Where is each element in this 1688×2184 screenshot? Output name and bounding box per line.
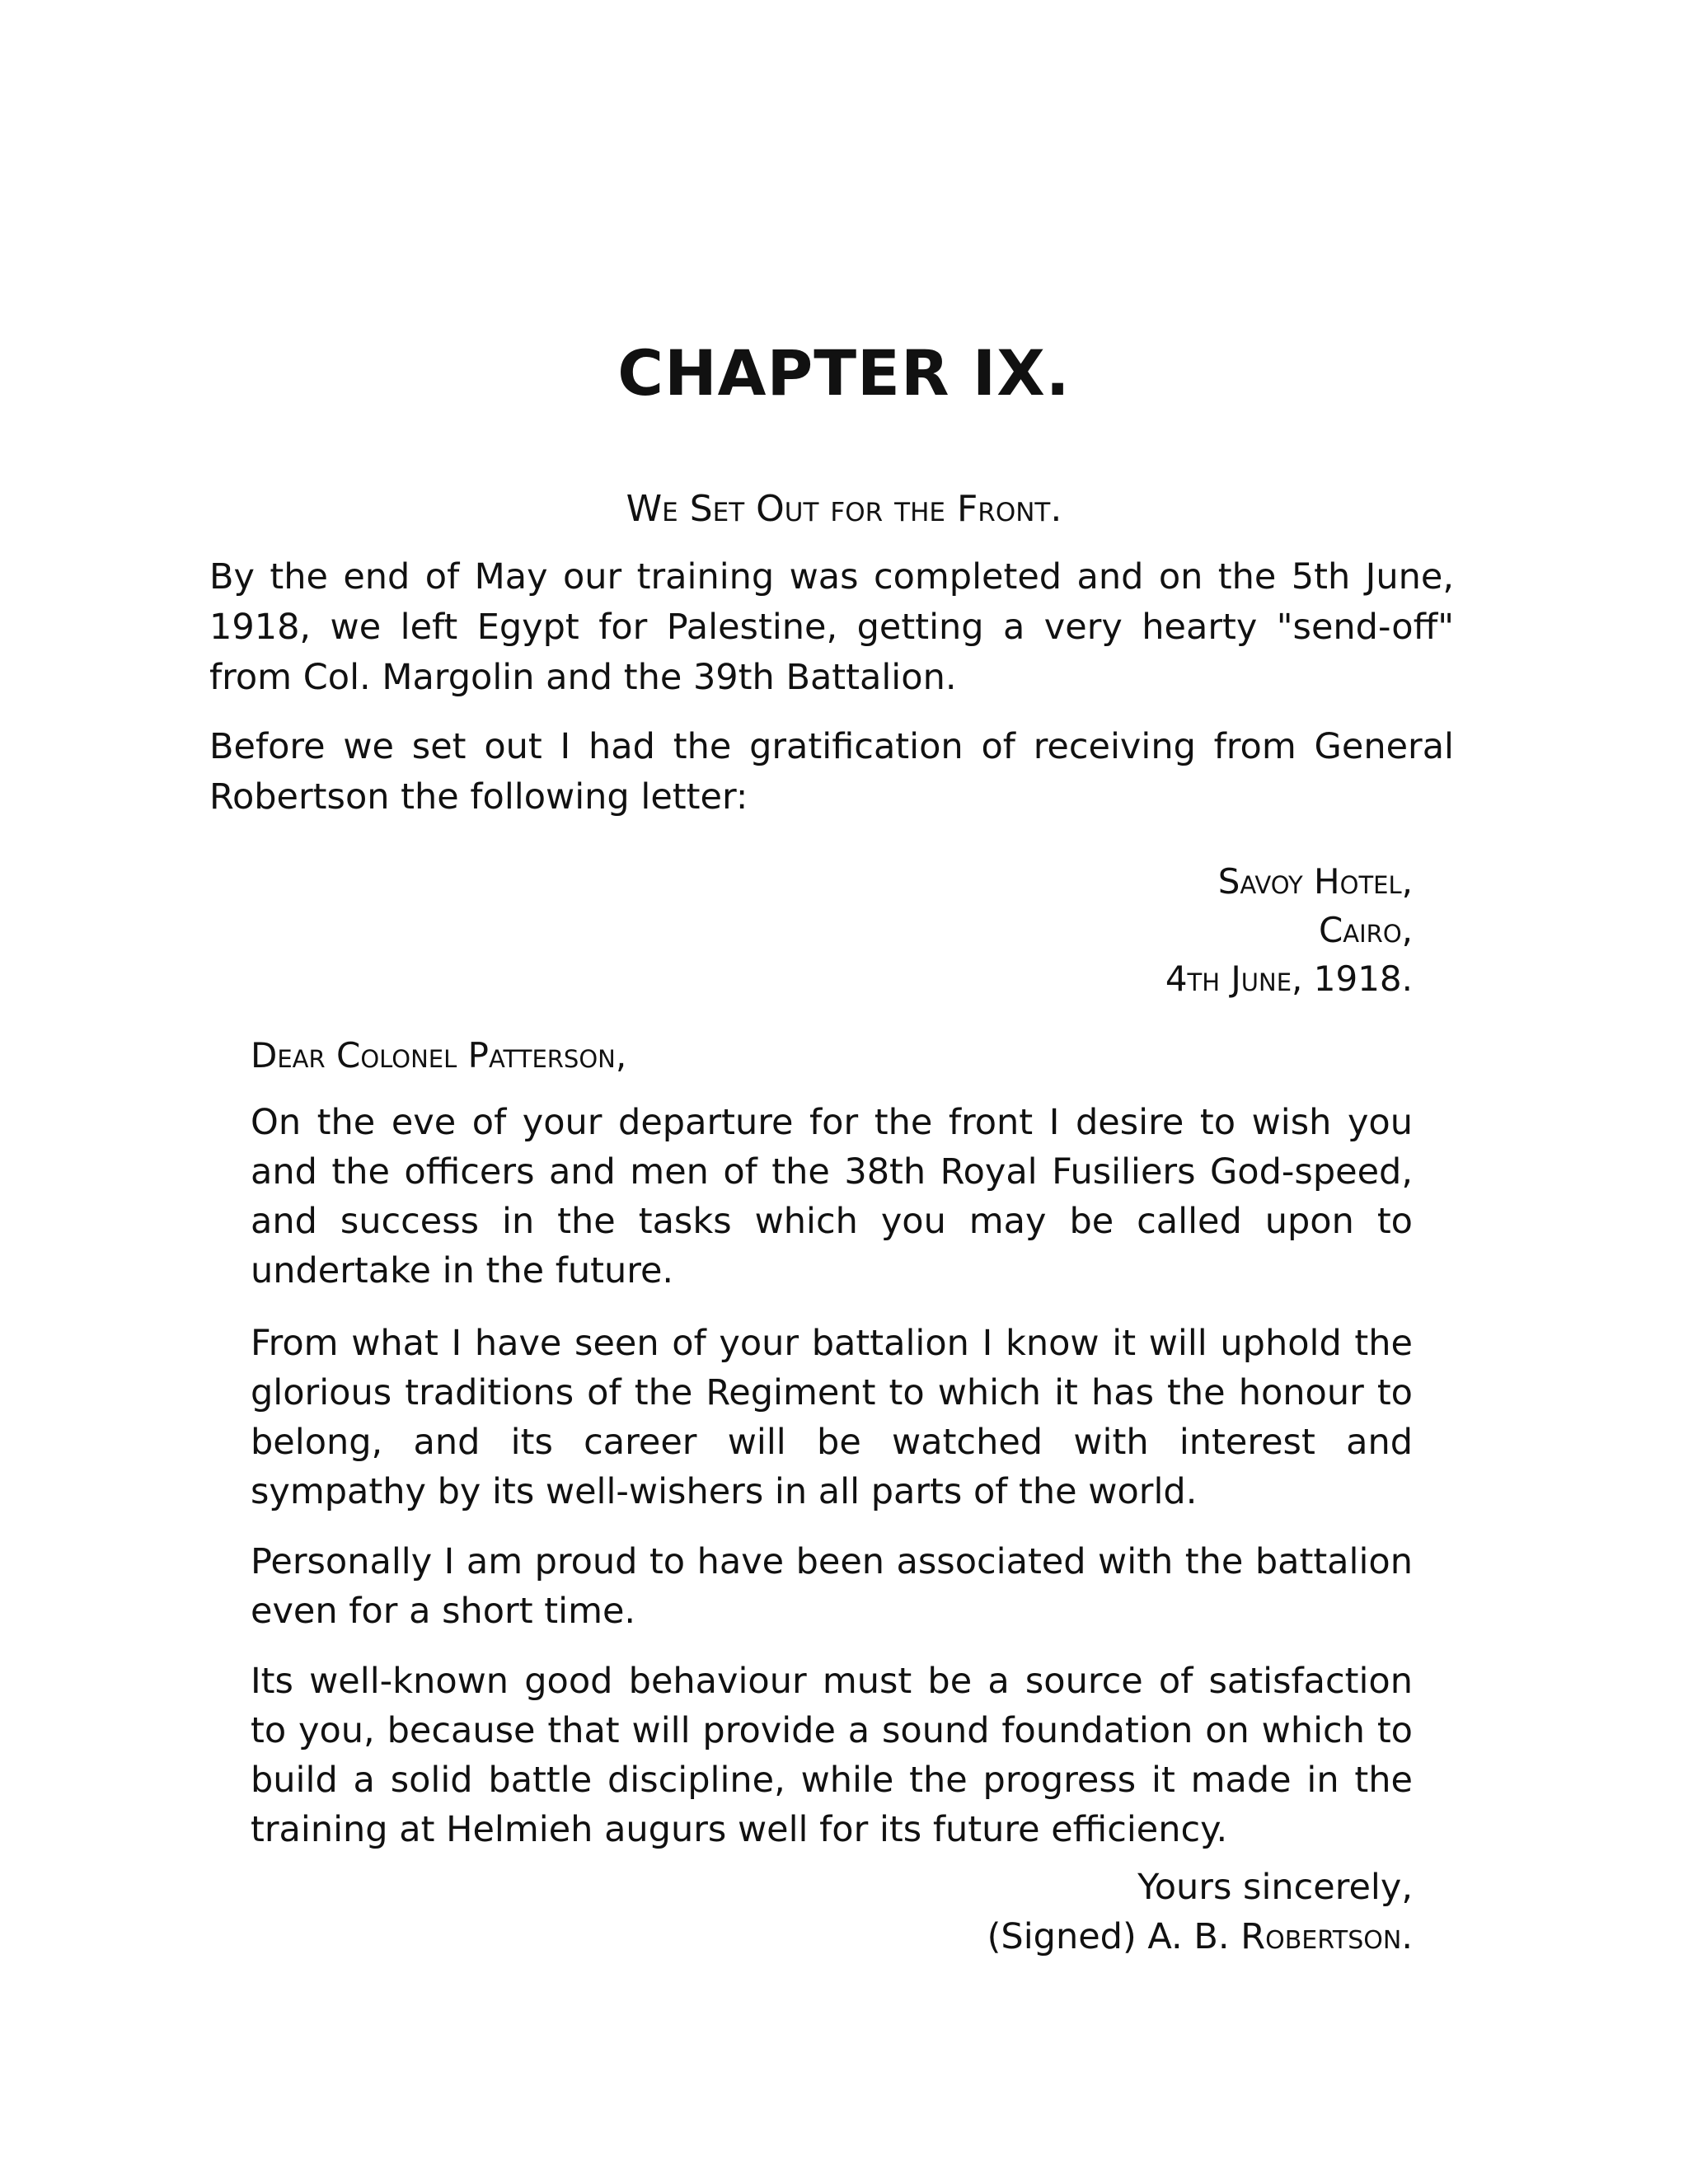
letter-address <box>824 857 1413 1003</box>
address-line-date: 4th June, 1918. <box>1165 958 1413 999</box>
letter-paragraph-2: From what I have seen of your battalion I know it will uphold the glorious traditions of the Regiment to which it has the honour to belong, and its career will be watched with interest and sympathy by its well-wishers in all parts of the world. <box>251 1323 1413 1512</box>
intro-paragraph-2-block <box>209 722 1454 823</box>
letter-paragraph-3-block <box>251 1537 1413 1636</box>
intro-paragraph-1-block <box>209 552 1454 703</box>
address-line-city: Cairo, <box>1318 910 1413 950</box>
intro-paragraph-1: By the end of May our training was completed and on the 5th June, 1918, we left Egypt for Palestine, getting a very hearty "send-off" from Col. Margolin and the 39th Battalion. <box>209 556 1454 698</box>
address-line-hotel: Savoy Hotel, <box>1217 861 1413 902</box>
signature-prefix: (Signed) A. B. <box>987 1916 1241 1957</box>
letter-paragraph-1-block <box>251 1098 1413 1296</box>
chapter-subtitle: We Set Out for the Front. <box>626 488 1062 530</box>
intro-paragraph-2: Before we set out I had the gratification of receiving from General Robertson the following letter: <box>209 726 1454 818</box>
letter-paragraph-3: Personally I am proud to have been associated with the battalion even for a short time. <box>251 1541 1413 1632</box>
letter-closing <box>824 1863 1413 1961</box>
closing-phrase: Yours sincerely, <box>1137 1867 1413 1908</box>
letter-paragraph-4-block <box>251 1657 1413 1854</box>
signature-line <box>824 1912 1413 1961</box>
letter-paragraph-2-block <box>251 1319 1413 1516</box>
signature-name: Robertson. <box>1240 1916 1413 1957</box>
chapter-title: CHAPTER IX. <box>617 336 1071 410</box>
letter-paragraph-4: Its well-known good behaviour must be a source of satisfaction to you, because that will provide a sound foundation on which to build a solid battle discipline, while the progress it made in the training at Helmieh augurs well for its future efficiency. <box>251 1661 1413 1850</box>
letter-paragraph-1: On the eve of your departure for the front I desire to wish you and the officers and men of the 38th Royal Fusiliers God-speed, and success in the tasks which you may be called upon to undertake in the future. <box>251 1102 1413 1291</box>
letter-salutation: Dear Colonel Patterson, <box>251 1035 627 1076</box>
